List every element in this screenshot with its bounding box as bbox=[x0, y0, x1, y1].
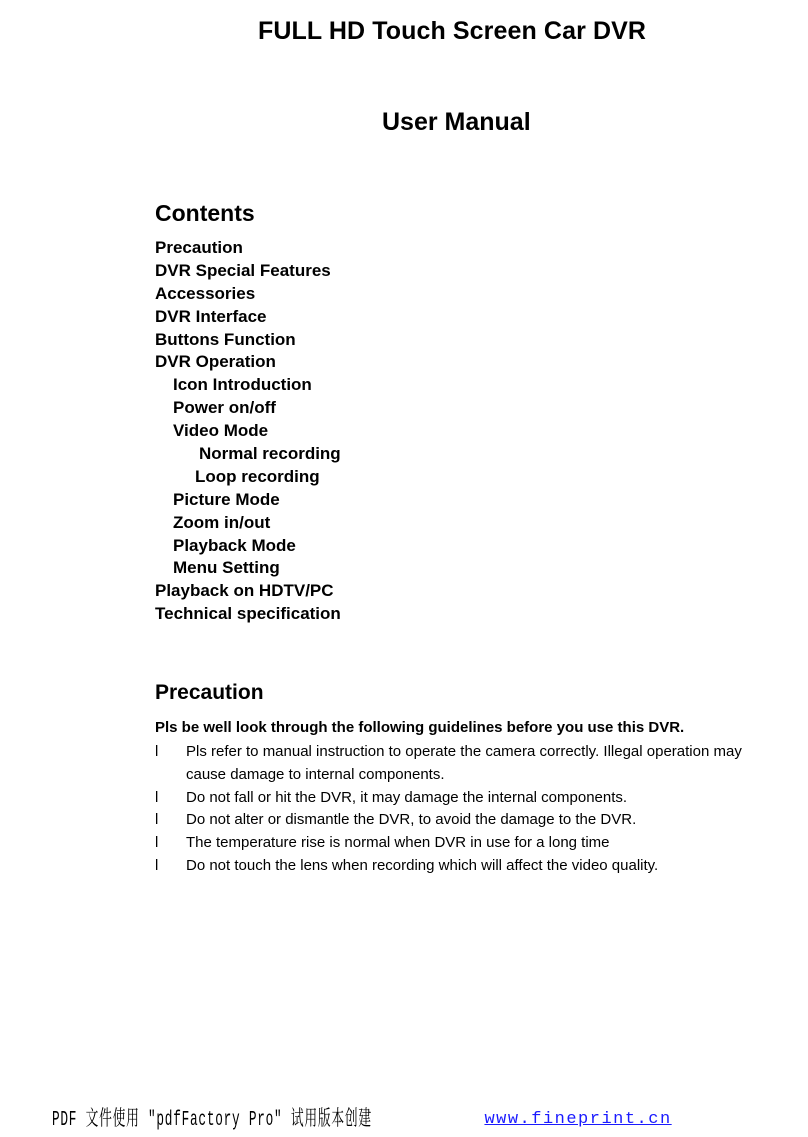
precaution-item-text: Do not alter or dismantle the DVR, to avoid the damage to the DVR. bbox=[186, 811, 637, 829]
toc-subitem: Power on/off bbox=[173, 398, 276, 418]
precaution-item bbox=[155, 787, 775, 810]
toc-item: Precaution bbox=[155, 238, 243, 257]
bullet-marker: l bbox=[155, 856, 159, 874]
precaution-item bbox=[155, 832, 775, 855]
toc-subsubitem: Loop recording bbox=[195, 466, 320, 486]
toc-subitem: Picture Mode bbox=[173, 489, 280, 509]
document-subtitle: User Manual bbox=[382, 108, 531, 136]
bullet-marker: l bbox=[155, 834, 159, 852]
toc-item: Accessories bbox=[155, 283, 256, 303]
precaution-intro: Pls be well look through the following guidelines before you use this DVR. bbox=[155, 719, 685, 736]
watermark-link[interactable]: www.fineprint.cn bbox=[484, 1110, 672, 1129]
toc-item: Buttons Function bbox=[155, 329, 296, 349]
toc-subsubitem: Normal recording bbox=[199, 444, 341, 464]
precaution-item bbox=[155, 741, 775, 787]
bullet-marker: l bbox=[155, 743, 159, 760]
toc-item: DVR Operation bbox=[155, 352, 276, 372]
toc-item: DVR Interface bbox=[155, 306, 267, 326]
toc-subitem: Playback Mode bbox=[173, 535, 296, 555]
precaution-item bbox=[155, 855, 775, 878]
contents-heading: Contents bbox=[155, 200, 255, 226]
toc-subitem: Video Mode bbox=[173, 421, 269, 441]
precaution-item-text: Do not touch the lens when recording which will affect the video quality. bbox=[186, 856, 659, 874]
toc-subitem: Menu Setting bbox=[173, 558, 280, 578]
precaution-list bbox=[155, 741, 775, 878]
watermark-footer bbox=[52, 1103, 672, 1133]
bullet-marker: l bbox=[155, 811, 159, 829]
precaution-heading: Precaution bbox=[155, 681, 264, 704]
watermark-text: PDF 文件使用 "pdfFactory Pro" 试用版本创建 bbox=[52, 1108, 372, 1133]
table-of-contents bbox=[155, 237, 341, 626]
precaution-item bbox=[155, 809, 775, 832]
toc-item: DVR Special Features bbox=[155, 260, 331, 280]
precaution-item-text: The temperature rise is normal when DVR in use for a long time bbox=[186, 834, 610, 852]
precaution-item-text: Do not fall or hit the DVR, it may damage the internal components. bbox=[186, 788, 628, 806]
toc-item: Technical specification bbox=[155, 604, 341, 624]
toc-item: Playback on HDTV/PC bbox=[155, 581, 334, 601]
toc-subitem: Zoom in/out bbox=[173, 512, 271, 532]
bullet-marker: l bbox=[155, 788, 159, 806]
document-title: FULL HD Touch Screen Car DVR bbox=[258, 17, 647, 45]
precaution-item-text: Pls refer to manual instruction to operate the camera correctly. Illegal operation may cause damage to internal components. bbox=[186, 743, 742, 783]
toc-subitem: Icon Introduction bbox=[173, 375, 312, 395]
